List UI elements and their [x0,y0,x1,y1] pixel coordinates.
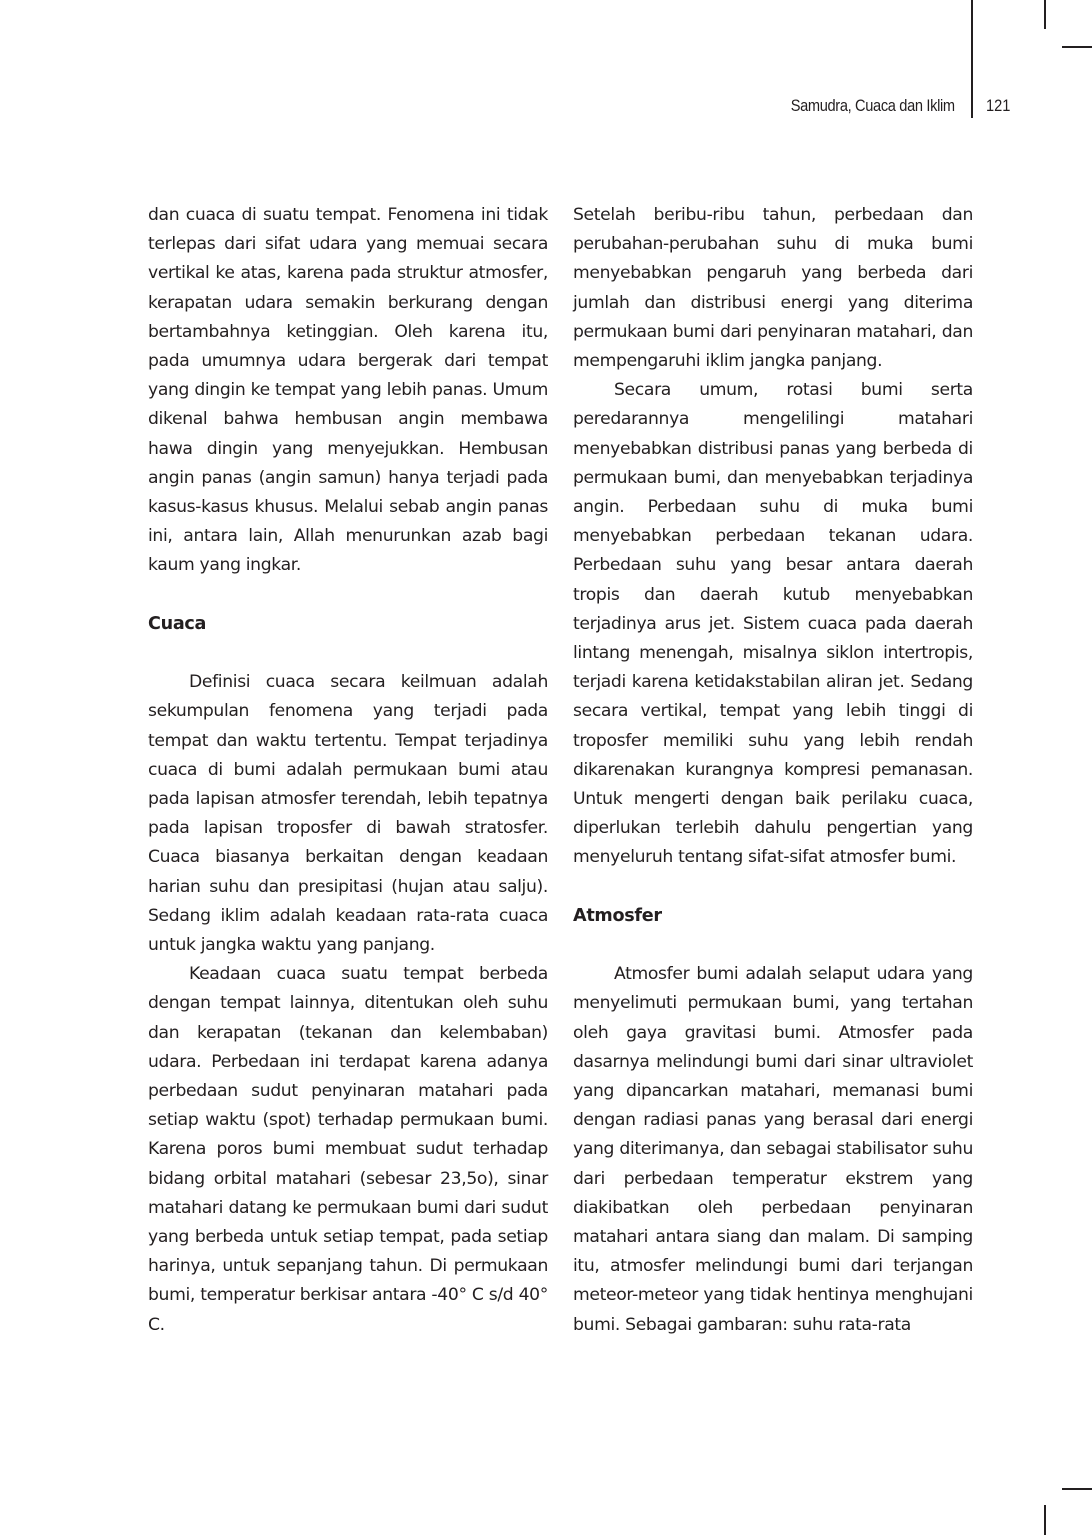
paragraph-secara-umum: Secara umum, rotasi bumi serta peredarannya mengelilingi matahari menyebabkan distribusi panas yang berbeda di permukaan bumi, dan menyebabkan terjadinya angin. Perbedaan suhu di muka bumi menyebabkan perbedaan tekanan udara. Perbedaan suhu yang besar antara daerah tropis dan daerah kutub menyebabkan terjadinya arus jet. Sistem cuaca pada daerah lintang menengah, misalnya siklon intertropis, terjadi karena ketidakstabilan aliran jet. Sedang secara vertikal, tempat yang lebih tinggi di troposfer memiliki suhu yang lebih rendah dikarenakan kurangnya kompresi pemanasan. Untuk mengerti dengan baik perilaku cuaca, diperlukan terlebih dahulu pengertian yang menyeluruh tentang sifat-sifat atmosfer bumi. [573,380,973,868]
paragraph-setelah: Setelah beribu-ribu tahun, perbedaan dan perubahan-perubahan suhu di muka bumi menyebabkan pengaruh yang berbeda dari jumlah dan distribusi energi yang diterima permukaan bumi dari penyinaran matahari, dan mempengaruhi iklim jangka panjang. [573,205,973,372]
paragraph-keadaan: Keadaan cuaca suatu tempat berbeda dengan tempat lainnya, ditentukan oleh suhu dan kerapatan (tekanan dan kelembaban) udara. Perbedaan ini terdapat karena adanya perbedaan sudut penyinaran matahari pada setiap waktu (spot) terhadap permukaan bumi. Karena poros bumi membuat sudut terhadap bidang orbital matahari (sebesar 23,5o), sinar matahari datang ke permukaan bumi dari sudut yang berbeda untuk setiap tempat, pada setiap harinya, untuk sepanjang tahun. Di permukaan bumi, temperatur berkisar antara -40° C s/d 40° C. [148,964,548,1335]
paragraph-definisi: Definisi cuaca secara keilmuan adalah sekumpulan fenomena yang terjadi pada tempat dan waktu tertentu. Tempat terjadinya cuaca di bumi adalah permukaan bumi atau pada lapisan atmosfer terendah, lebih tepatnya pada lapisan troposfer di bawah stratosfer. Cuaca biasanya berkaitan dengan keadaan harian suhu dan presipitasi (hujan atau salju). Sedang iklim adalah keadaan rata-rata cuaca untuk jangka waktu yang panjang. [148,672,548,956]
crop-mark-top-vertical [1044,0,1046,29]
right-column [573,201,973,1340]
crop-mark-bottom-vertical [1044,1505,1046,1535]
left-column [148,201,548,1340]
crop-mark-top-horizontal [1062,46,1092,48]
crop-mark-bottom-horizontal [1062,1488,1092,1490]
spacer [573,873,973,902]
section-heading-atmosfer: Atmosfer [573,905,662,926]
spacer [573,931,973,960]
header-divider [971,0,973,118]
section-heading-cuaca: Cuaca [148,613,207,634]
running-title: Samudra, Cuaca dan Iklim [790,96,955,115]
page-number: 121 [986,96,1011,115]
paragraph-continued: dan cuaca di suatu tempat. Fenomena ini tidak terlepas dari sifat udara yang memuai secara vertikal ke atas, karena pada struktur atmosfer, kerapatan udara semakin berkurang dengan bertambahnya ketinggian. Oleh karena itu, pada umumnya udara bergerak dari tempat yang dingin ke tempat yang lebih panas. Umum dikenal bahwa hembusan angin membawa hawa dingin yang menyejukkan. Hembusan angin panas (angin samun) hanya terjadi pada kasus-kasus khusus. Melalui sebab angin panas ini, antara lain, Allah menurunkan azab bagi kaum yang ingkar. [148,205,548,576]
paragraph-atmosfer: Atmosfer bumi adalah selaput udara yang menyelimuti permukaan bumi, yang tertahan oleh gaya gravitasi bumi. Atmosfer pada dasarnya melindungi bumi dari sinar ultraviolet yang dipancarkan matahari, memanasi bumi dengan radiasi panas yang berasal dari energi yang diterimanya, dan sebagai stabilisator suhu dari perbedaan temperatur ekstrem yang diakibatkan oleh perbedaan penyinaran matahari antara siang dan malam. Di samping itu, atmosfer melindungi bumi dari terjangan meteor-meteor yang tidak hentinya menghujani bumi. Sebagai gambaran: suhu rata-rata [573,964,973,1335]
spacer [148,639,548,668]
spacer [148,581,548,610]
